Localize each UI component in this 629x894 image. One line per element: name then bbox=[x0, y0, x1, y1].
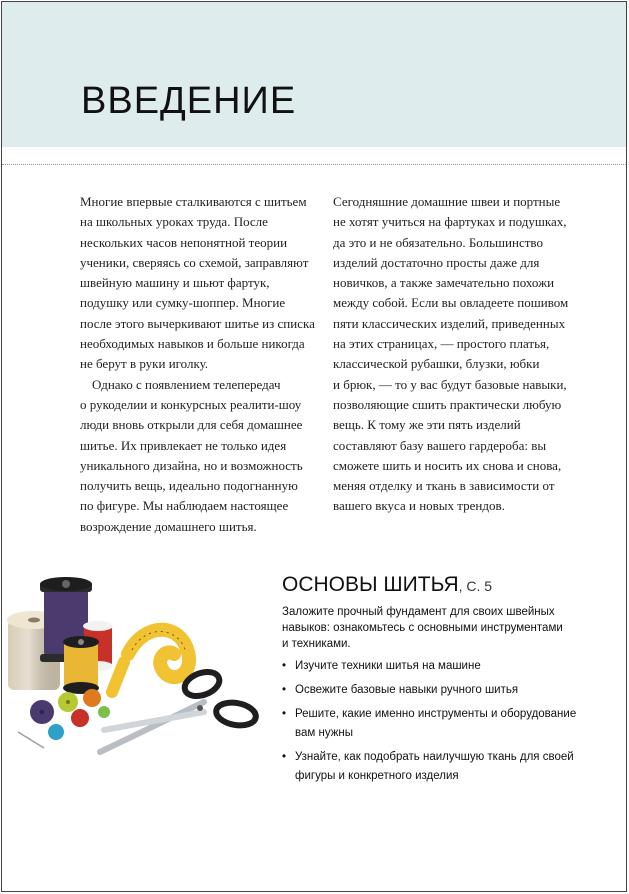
section-intro bbox=[282, 604, 582, 652]
text-line: меняя отделку и ткань в зависимости от bbox=[333, 478, 555, 494]
text-line: нескольких часов непонятной теории bbox=[80, 234, 288, 250]
bullet-item bbox=[282, 657, 582, 676]
text-line: ученики, сверяясь со схемой, заправляют bbox=[80, 254, 309, 270]
text-line: сможете шить и носить их снова и снова, bbox=[333, 457, 562, 473]
needle-icon bbox=[18, 732, 44, 748]
bullet-dot-icon: • bbox=[282, 660, 287, 672]
text-line: получить вещь, идеально подогнанную bbox=[80, 478, 298, 494]
text-line: между собой. Если вы овладеете пошивом bbox=[333, 295, 569, 311]
text-line: позволяющие сшить практически любую bbox=[333, 396, 562, 412]
bullet-text: вам нужны bbox=[295, 727, 354, 739]
text-line: после этого вычеркивают шитье из списка bbox=[80, 315, 315, 331]
section-title: ОСНОВЫ ШИТЬЯ bbox=[282, 573, 459, 596]
buttons-icon bbox=[30, 689, 110, 740]
sewing-supplies-illustration bbox=[4, 562, 276, 777]
section-page-ref: , С. 5 bbox=[458, 578, 493, 594]
bullet-dot-icon: • bbox=[282, 751, 287, 763]
intro-paragraph bbox=[80, 375, 320, 537]
text-line: составляют базу вашего гардероба: вы bbox=[333, 437, 547, 453]
text-line: и брюк, — то у вас будут базовые навыки, bbox=[333, 376, 567, 392]
page bbox=[1, 1, 627, 892]
section-intro-line: навыков: ознакомьтесь с основными инструментами bbox=[282, 622, 563, 634]
text-line: Однако с появлением телепередач bbox=[92, 376, 281, 392]
yellow-thread-spool-icon bbox=[63, 636, 99, 694]
text-line: вещь. К тому же эти пять изделий bbox=[333, 417, 521, 433]
text-line: Многие впервые сталкиваются с шитьем bbox=[80, 194, 307, 209]
bullet-text: Изучите техники шитья на машине bbox=[295, 660, 481, 672]
text-line: пяти классических изделий, приведенных bbox=[333, 315, 566, 331]
text-line: изделий достаточно просты даже для bbox=[333, 254, 540, 270]
section-heading bbox=[282, 573, 492, 597]
text-line: Сегодняшние домашние швеи и портные bbox=[333, 194, 561, 209]
header-band bbox=[2, 2, 626, 147]
section-bullet-list bbox=[282, 657, 582, 791]
bullet-dot-icon: • bbox=[282, 684, 287, 696]
bullet-text: Узнайте, как подобрать наилучшую ткань для своей bbox=[295, 751, 574, 763]
text-line: на этих страницах, — простого платья, bbox=[333, 336, 550, 352]
text-line: шитье. Их привлекает не только идея bbox=[80, 437, 287, 453]
text-line: классической рубашки, блузки, юбки bbox=[333, 356, 540, 372]
text-line: подушку или сумку-шоппер. Многие bbox=[80, 295, 286, 311]
intro-left-column bbox=[80, 192, 320, 537]
bullet-item bbox=[282, 681, 582, 700]
intro-right-column bbox=[333, 192, 573, 517]
text-line: на школьных уроках труда. После bbox=[80, 214, 268, 230]
section-intro-line: Заложите прочный фундамент для своих швейных bbox=[282, 606, 555, 618]
text-line: необходимых навыков и больше никогда bbox=[80, 336, 305, 352]
text-line: по фигуре. Мы наблюдаем настоящее bbox=[80, 498, 289, 514]
text-line: новичков, а также замечательно похожи bbox=[333, 275, 555, 291]
text-line: уникального дизайна, но и возможность bbox=[80, 457, 303, 473]
text-line: не берут в руки иголку. bbox=[80, 356, 209, 372]
bullet-item bbox=[282, 748, 582, 786]
bullet-dot-icon: • bbox=[282, 708, 287, 720]
dotted-divider bbox=[2, 164, 626, 165]
text-line: о рукоделии и конкурсных реалити-шоу bbox=[80, 396, 302, 412]
intro-paragraph bbox=[80, 192, 320, 375]
bullet-text: Освежите базовые навыки ручного шитья bbox=[295, 684, 519, 696]
bullet-item bbox=[282, 705, 582, 743]
bullet-text: Решите, какие именно инструменты и оборудование bbox=[295, 708, 577, 720]
text-line: возрождение домашнего шитья. bbox=[80, 518, 257, 534]
text-line: швейную машину и шьют фартук, bbox=[80, 275, 270, 291]
text-line: вашего вкуса и новых трендов. bbox=[333, 498, 505, 514]
text-line: люди вновь открыли для себя домашнее bbox=[80, 417, 303, 433]
text-line: не хотят учиться на фартуках и подушках, bbox=[333, 214, 567, 230]
text-line: да это и не обязательно. Большинство bbox=[333, 234, 543, 250]
tape-measure-icon bbox=[112, 630, 189, 692]
intro-right-paragraph bbox=[333, 192, 573, 517]
section-intro-line: и техниками. bbox=[282, 638, 351, 650]
page-title: ВВЕДЕНИЕ bbox=[81, 80, 297, 122]
bullet-text: фигуры и конкретного изделия bbox=[295, 770, 459, 782]
